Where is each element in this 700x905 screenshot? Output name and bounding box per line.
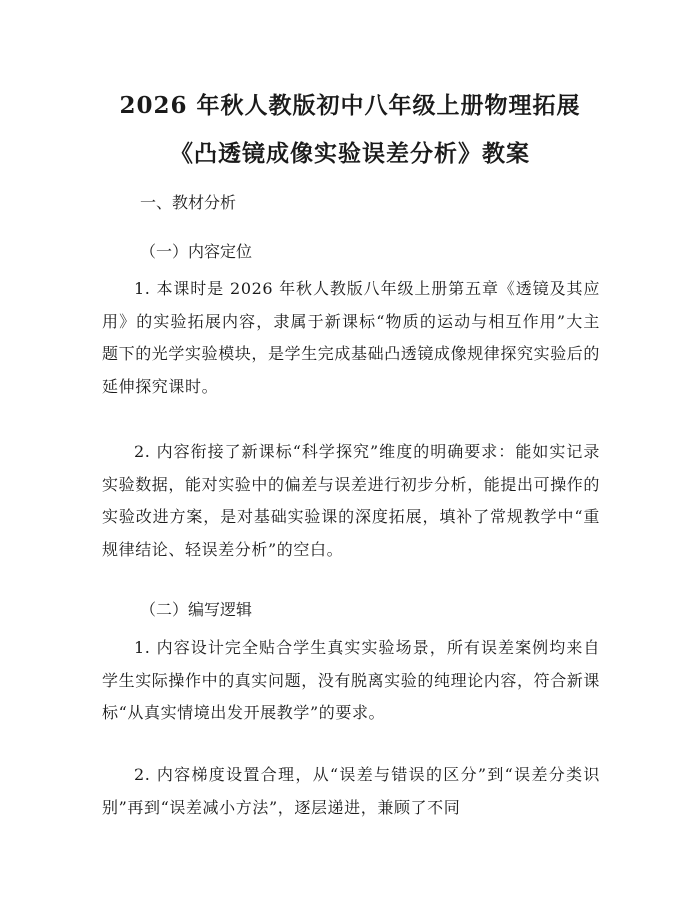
paragraph: 2. 内容衔接了新课标“科学探究”维度的明确要求：能如实记录实验数据，能对实验中的偏差与误差进行初步分析，能提出可操作的实验改进方案，是对基础实验课的深度拓展，填补了常规教学中“重规律结论、轻误差分析”的空白。: [102, 442, 601, 559]
paragraph: 2. 内容梯度设置合理，从“误差与错误的区分”到“误差分类识别”再到“误差减小方法”，逐层递进，兼顾了不同: [102, 765, 600, 817]
document-title-line-1: 2026 年秋人教版初中八年级上册物理拓展: [119, 92, 581, 119]
section-heading: 一、教材分析: [140, 193, 237, 212]
paragraph: 1. 内容设计完全贴合学生真实实验场景，所有误差案例均来自学生实际操作中的真实问题，没有脱离实验的纯理论内容，符合新课标“从真实情境出发开展教学”的要求。: [102, 638, 601, 723]
document-title-line-2: 《凸透镜成像实验误差分析》教案: [170, 140, 530, 167]
subsection-heading: （二）编写逻辑: [140, 600, 253, 619]
subsection-heading: （一）内容定位: [140, 242, 253, 261]
paragraph: 1. 本课时是 2026 年秋人教版八年级上册第五章《透镜及其应用》的实验拓展内容，隶属于新课标“物质的运动与相互作用”大主题下的光学实验模块，是学生完成基础凸透镜成像规律探究实验后的延伸探究课时。: [102, 279, 601, 396]
